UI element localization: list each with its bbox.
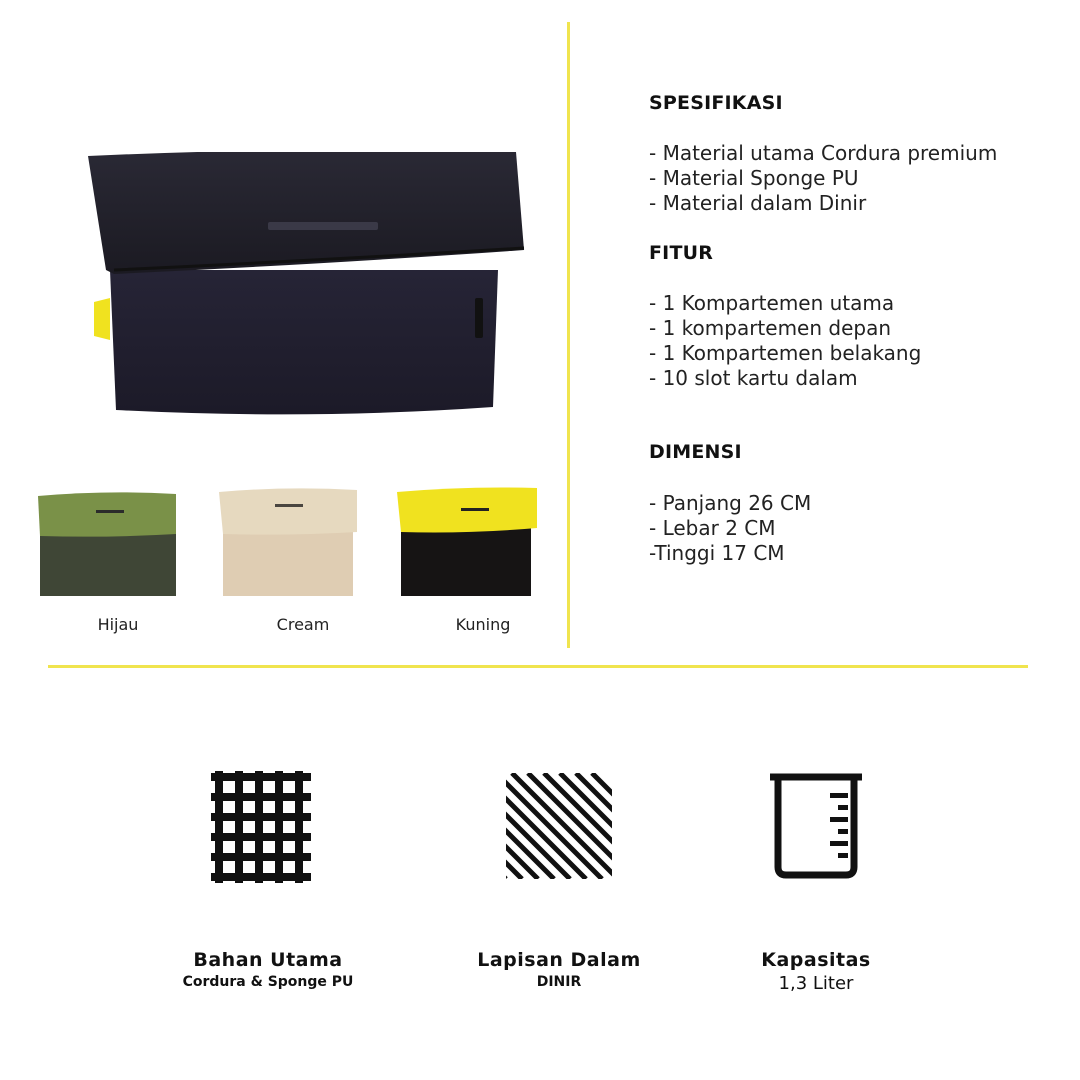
list-item: - Panjang 26 CM [649,491,812,515]
list-item: -Tinggi 17 CM [649,541,785,565]
list-item: - 10 slot kartu dalam [649,366,858,390]
fitur-heading: FITUR [649,242,714,264]
measuring-beaker-icon [766,771,866,881]
list-item: - Lebar 2 CM [649,516,776,540]
list-item: - 1 Kompartemen belakang [649,341,922,365]
variant-image-cream[interactable] [217,486,357,598]
feature-title-lapisan: Lapisan Dalam [477,949,641,971]
list-item: - 1 Kompartemen utama [649,291,895,315]
fitur-list [649,291,921,391]
horizontal-divider [48,665,1028,668]
list-item: - 1 kompartemen depan [649,316,892,340]
list-item: - Material dalam Dinir [649,191,867,215]
dimensi-list [649,491,811,566]
feature-title-bahan: Bahan Utama [193,949,343,971]
spesifikasi-heading: SPESIFIKASI [649,92,783,114]
variant-label-hijau: Hijau [97,615,139,634]
feature-subtitle-kapasitas: 1,3 Liter [778,973,854,994]
feature-subtitle-bahan: Cordura & Sponge PU [182,974,354,990]
dimensi-heading: DIMENSI [649,441,742,463]
list-item: - Material utama Cordura premium [649,141,998,165]
main-product-image [88,152,528,422]
variant-label-cream: Cream [276,615,330,634]
spesifikasi-list [649,141,997,216]
woven-grid-icon [211,771,311,883]
feature-title-kapasitas: Kapasitas [761,949,871,971]
diagonal-lines-icon [506,773,612,879]
variant-label-kuning: Kuning [455,615,511,634]
vertical-divider [567,22,570,648]
variant-image-hijau[interactable] [38,486,178,598]
variant-image-kuning[interactable] [397,486,537,598]
feature-subtitle-lapisan: DINIR [536,974,582,990]
list-item: - Material Sponge PU [649,166,859,190]
